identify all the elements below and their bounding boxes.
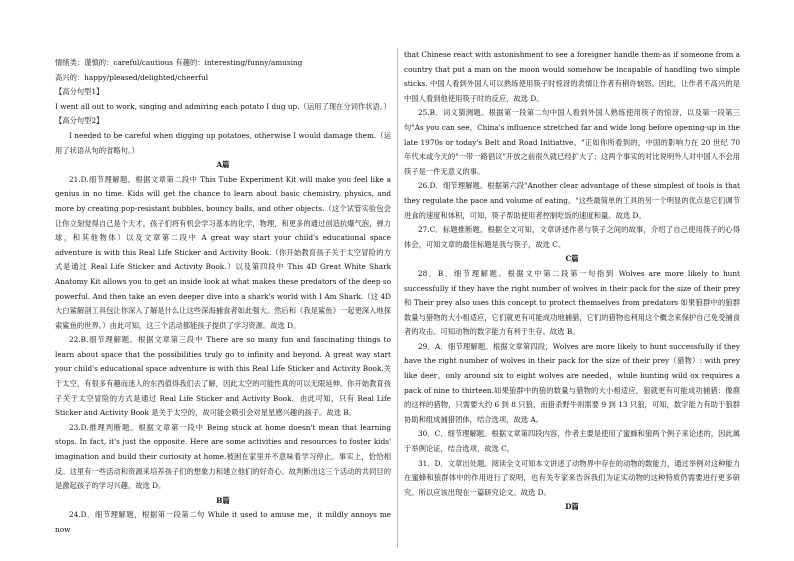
answer-25: 25.B．词义猜测题。根据第一段第二句中国人看到外国人熟练使用筷子的惊讶，以及第一段第三句"As you can see，China's influence stretched far and wide long before opening-up in the late 1970s or today's Belt and Road Initiative。"正如你所看到的，中国的影响力在 20 世纪 70 年代末或今天的"一带一路倡议"开放之前很久就已经扩大了；这两个事实的对比说明外人对中国人不会用筷子是一件无意义的事。 — [404, 108, 740, 176]
left-column — [55, 56, 391, 538]
answer-24-start: 24.D．细节理解题，根据第一段第二句 While it used to amuse me，it mildly annoys me now — [55, 510, 391, 534]
sentence-pattern-1: I went all out to work, singing and admiring each potato I dug up.（运用了现在分词作状语。） — [55, 101, 391, 111]
vocab-line-1: 情绪类：谨慎的：careful/cautious 有趣的：interesting/funny/amusing — [55, 58, 303, 67]
section-a-heading: A篇 — [216, 160, 230, 170]
sentence-pattern-2-label: 【高分句型2】 — [55, 116, 104, 126]
answer-24-continued: that Chinese react with astonishment to see a foreigner handle them-as if someone from a country that put a man on the moon would somehow be incapable of handling two simple sticks. 中国人看到外国人可以熟练使用筷子时惊讶的表情让作者有稍许恼怒。因此，让作者不高兴的是中国人看到他使用筷子时的反应，故选 D。 — [404, 50, 740, 103]
answer-22: 22.B.细节理解题。根据文章第三段中 There are so many fun and fascinating things to learn about space that the possibilities truly go to infinity and beyond. A great way start your child's educational space adventure is with this Real Life Sticker and Activity Book.关于太空，有很多有趣而迷人的东西值得我们去了解，因此太空的可能性真的可以无限延伸。你开始教育孩子关于太空冒险的方式是通过 Real Life Sticker and Activity Book。由此可知，只有 Real Life Sticker and Activity Book 是关于太空的，故可能会吸引会对星星感兴趣的孩子。故选 B。 — [55, 335, 391, 418]
answer-27: 27.C．标题推断题。根据全文可知，文章讲述作者与筷子之间的故事，介绍了自己使用筷子的心得体会，可知文章的最佳标题是我与筷子，故选 C。 — [404, 225, 740, 249]
section-b-heading: B篇 — [216, 495, 230, 505]
right-column — [404, 48, 740, 515]
answer-28: 28．B．细节理解题。根据文中第二段第一句指到 Wolves are more likely to hunt successfully if they have the right number of wolves in their pack for the size of their prey 和 Their prey also uses this concept to protect themselves from predators 如果狼群中的狼群数量与猎物的大小相适应，它们就更有可能成功地捕猎，它们的猎物也利用这个概念来保护自己免受捕食者的攻击。可知动物的数字能力有利于生存。故选 B。 — [404, 268, 740, 337]
section-c-heading: C篇 — [565, 254, 579, 264]
answer-31: 31．D．文章出处题。阅读全文可知本文讲述了动物界中存在的动物的数能力，通过举例对这种能力在蜜蜂和狼群体中的作用进行了说明，也有关专家来告诉我们为证实动物的这种特质仍需要进行更多研究。所以应该出现在一篇研究论文。故选 D。 — [404, 458, 740, 497]
vocab-line-2: 高兴的：happy/pleased/delighted/cheerful — [55, 72, 209, 82]
answer-26: 26.D．细节理解题。根据第六段"Another clear advantage of these simplest of tools is that they regulate the pace and volume of eating。"这些最简单的工具的另一个明显的优点是它们调节进食的速度和体积，可知，筷子帮助使用者控制吃饭的速度和量。故选 D。 — [404, 181, 740, 220]
answer-21: 21.D.细节理解题。根据文章第二段中 This Tube Experiment Kit will make you feel like a genius in no time. Kids will get the chance to learn about basic chemistry, physics, and more by creating pop-resistant bubbles, bouncy balls, and other objects.（这个试管实验包会让你立刻觉得自己是个天才。孩子们将有机会学习基本的化学，物理，和更多的通过创造抗爆气泡，弹力球，和其他物体）以及文章第二段中 A great way start your child's educational space adventure is with this Real Life Sticker and Activity Book.（你开始教育孩子关于太空冒险的方式是通过 Real Life Sticker and Activity Book.）以及第四段中 This 4D Great White Shark Anatomy Kit allows you to get an inside look at what makes these predators of the deep so powerful. And then take an even deeper dive into a shark's world with I Am Shark.（这 4D 大白鲨解剖工具包让你深入了解是什么让这些深海捕食者如此强大。然后和《我是鲨鱼》一起更深入地探索鲨鱼的世界。）由此可知，这三个活动都能孩子提供了学习资源。故选 D。 — [55, 174, 391, 330]
column-divider — [397, 48, 398, 548]
answer-23: 23.D.推理判断题。根据文章第一段中 Being stuck at home doesn't mean that learning stops. In fact, it's just the opposite. Here are some activities and resources to foster kids' imagination and build their curiosity at home.被困在家里并不意味着学习停止。事实上，恰恰相反。这里有一些活动和资源来培养孩子们的想象力和建立他们的好奇心。故判断出这三个活动的共同目的是激起孩子的学习兴趣。故选 D。 — [55, 422, 391, 491]
sentence-pattern-2: I needed to be careful when digging up potatoes, otherwise I would damage them.（运用了状语从句的省略句。） — [55, 130, 391, 155]
answer-29: 29．A．细节理解题。根据文章第四段，Wolves are more likely to hunt successfully if they have the right number of wolves in their pack for the size of their prey（猎物）: with prey like deer，only around six to eight wolves are needed，while hunting wild ox requires a pack of nine to thirteen.如果狼群中的狼的数量与猎物的大小相适应，狼就更有可能成功捕猎：像鹿的这样的猎物，只需要大约 6 到 8 只狼，而猎杀野牛则需要 9 到 13 只狼，可知，数字能力有助于狼群协助和组成捕猎团体，结合选项，故选 A。 — [404, 341, 740, 424]
sentence-pattern-1-label: 【高分句型1】 — [55, 87, 104, 97]
section-d-heading: D篇 — [565, 502, 579, 512]
answer-30: 30．C．细节理解题。根据文章第四段内容，作者主要是使用了蜜蜂和狼两个例子来论述的，因此属于举例论证，结合选项，故选 C。 — [404, 429, 740, 454]
